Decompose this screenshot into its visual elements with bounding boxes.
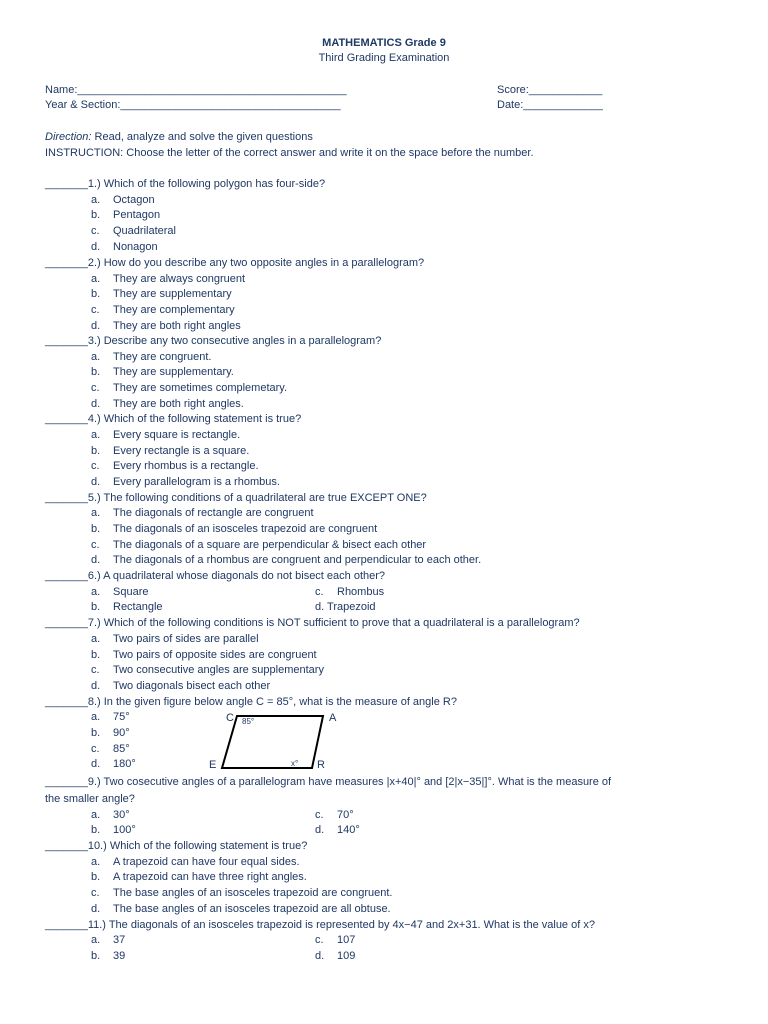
choice-9b: b. 100° xyxy=(91,824,136,836)
vertex-c-label: C xyxy=(226,712,234,724)
choice-9c: c. 70° xyxy=(315,809,354,821)
choice-10a: a. A trapezoid can have four equal sides. xyxy=(91,856,300,868)
choice-11b: b. 39 xyxy=(91,950,126,962)
choice-2b: b. They are supplementary xyxy=(91,288,232,300)
choice-6d: d. Trapezoid xyxy=(315,601,376,613)
choice-4a: a. Every square is rectangle. xyxy=(91,429,241,441)
direction xyxy=(45,131,313,143)
choice-9d: d. 140° xyxy=(315,824,360,836)
name-field: Name:____________________________________________ xyxy=(45,84,347,96)
choice-5c: c. The diagonals of a square are perpendicular & bisect each other xyxy=(91,539,427,551)
angle-c-label: 85° xyxy=(242,717,255,726)
choice-1d: d. Nonagon xyxy=(91,241,158,253)
choice-3a: a. They are congruent. xyxy=(91,351,212,363)
choice-11c: c. 107 xyxy=(315,934,356,946)
choice-10b: b. A trapezoid can have three right angles. xyxy=(91,871,307,883)
choice-10c: c. The base angles of an isosceles trapezoid are congruent. xyxy=(91,887,393,899)
choice-1a: a. Octagon xyxy=(91,194,155,206)
question-9-cont: the smaller angle? xyxy=(45,793,135,805)
vertex-e-label: E xyxy=(209,759,217,771)
choice-7a: a. Two pairs of sides are parallel xyxy=(91,633,259,645)
score-field: Score:____________ xyxy=(497,84,603,96)
choice-1b: b. Pentagon xyxy=(91,209,161,221)
choice-3b: b. They are supplementary. xyxy=(91,366,234,378)
exam-subtitle: Third Grading Examination xyxy=(318,52,450,64)
choice-4b: b. Every rectangle is a square. xyxy=(91,445,250,457)
choice-1c: c. Quadrilateral xyxy=(91,225,176,237)
choice-4c: c. Every rhombus is a rectangle. xyxy=(91,460,259,472)
year-section-field: Year & Section:____________________________________ xyxy=(45,99,341,111)
choice-6c: c. Rhombus xyxy=(315,586,385,598)
question-7: _______7.) Which of the following conditions is NOT sufficient to prove that a quadrilateral is a parallelogram? xyxy=(45,617,580,629)
choice-3d: d. They are both right angles. xyxy=(91,398,244,410)
choice-4d: d. Every parallelogram is a rhombus. xyxy=(91,476,280,488)
vertex-a-label: A xyxy=(329,712,337,724)
question-1: _______1.) Which of the following polygon has four-side? xyxy=(45,178,326,190)
choice-10d: d. The base angles of an isosceles trapezoid are all obtuse. xyxy=(91,903,391,915)
question-4: _______4.) Which of the following statement is true? xyxy=(45,413,302,425)
direction-label: Direction: xyxy=(45,131,92,143)
choice-8c: c. 85° xyxy=(91,743,130,755)
question-5: _______5.) The following conditions of a quadrilateral are true EXCEPT ONE? xyxy=(45,492,427,504)
question-3: _______3.) Describe any two consecutive angles in a parallelogram? xyxy=(45,335,382,347)
choice-9a: a. 30° xyxy=(91,809,130,821)
choice-11a: a. 37 xyxy=(91,934,126,946)
choice-5a: a. The diagonals of rectangle are congruent xyxy=(91,507,314,519)
parallelogram-shape xyxy=(222,716,323,768)
choice-2a: a. They are always congruent xyxy=(91,273,246,285)
choice-5d: d. The diagonals of a rhombus are congruent and perpendicular to each other. xyxy=(91,554,482,566)
choice-11d: d. 109 xyxy=(315,950,356,962)
vertex-r-label: R xyxy=(317,759,325,771)
question-9: _______9.) Two cosecutive angles of a parallelogram have measures |x+40|° and [2|x−35|]°. What is the measure of xyxy=(45,776,612,788)
choice-7d: d. Two diagonals bisect each other xyxy=(91,680,271,692)
choice-7b: b. Two pairs of opposite sides are congruent xyxy=(91,649,317,661)
question-10: _______10.) Which of the following statement is true? xyxy=(45,840,308,852)
question-8: _______8.) In the given figure below angle C = 85°, what is the measure of angle R? xyxy=(45,696,457,708)
choice-2d: d. They are both right angles xyxy=(91,320,241,332)
choice-2c: c. They are complementary xyxy=(91,304,235,316)
question-11: _______11.) The diagonals of an isosceles trapezoid is represented by 4x−47 and 2x+31. What is the value of x? xyxy=(45,919,595,931)
direction-text: Read, analyze and solve the given questions xyxy=(91,131,313,143)
angle-r-label: x° xyxy=(291,759,299,768)
exam-title: MATHEMATICS Grade 9 xyxy=(322,37,446,49)
choice-3c: c. They are sometimes complemetary. xyxy=(91,382,288,394)
choice-8a: a. 75° xyxy=(91,711,130,723)
choice-7c: c. Two consecutive angles are supplementary xyxy=(91,664,324,676)
date-field: Date:_____________ xyxy=(497,99,603,111)
choice-5b: b. The diagonals of an isosceles trapezoid are congruent xyxy=(91,523,378,535)
choice-6b: b. Rectangle xyxy=(91,601,163,613)
instruction: INSTRUCTION: Choose the letter of the correct answer and write it on the space before the number. xyxy=(45,147,534,159)
question-6: _______6.) A quadrilateral whose diagonals do not bisect each other? xyxy=(45,570,386,582)
choice-8d: d. 180° xyxy=(91,758,136,770)
question-2: _______2.) How do you describe any two opposite angles in a parallelogram? xyxy=(45,257,425,269)
choice-8b: b. 90° xyxy=(91,727,130,739)
choice-6a: a. Square xyxy=(91,586,149,598)
